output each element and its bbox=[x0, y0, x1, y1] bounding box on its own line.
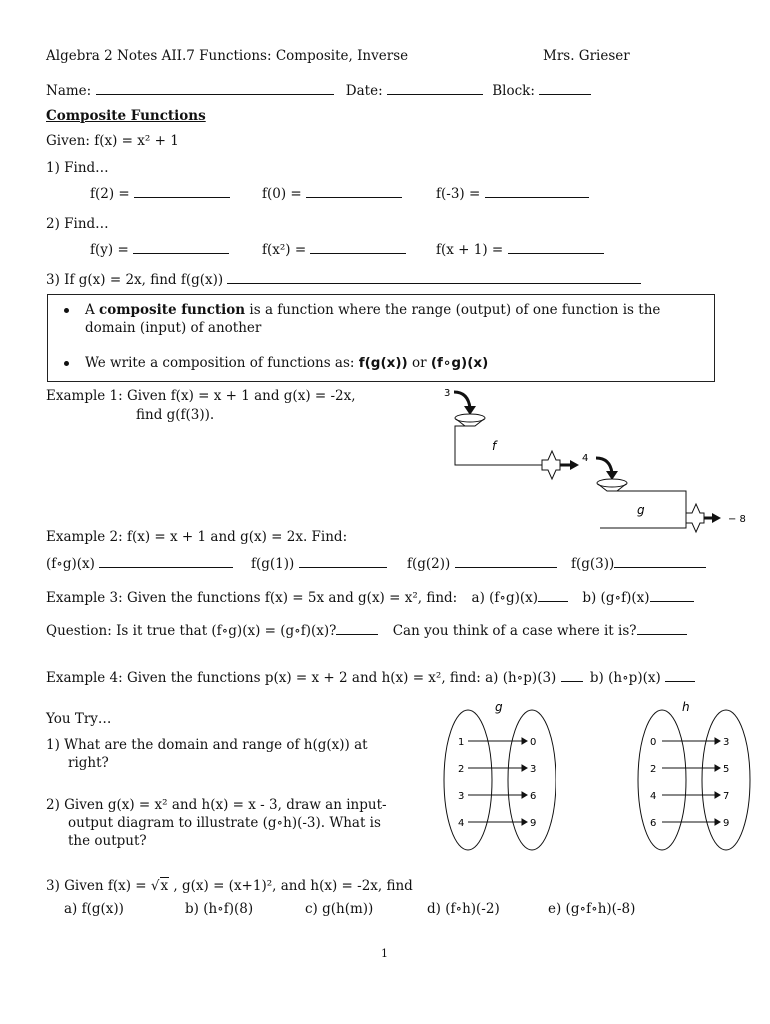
domain-oval bbox=[444, 710, 492, 850]
answer-blank[interactable] bbox=[665, 669, 695, 682]
you-try-1-line-2: right? bbox=[68, 755, 109, 771]
example-3: Example 3: Given the functions f(x) = 5x and g(x) = x², find: a) (f∘g)(x) b) (g∘f)(x) bbox=[46, 589, 694, 606]
page-number: 1 bbox=[381, 947, 388, 960]
range-value: 7 bbox=[723, 791, 730, 802]
definition-line-2: domain (input) of another bbox=[85, 320, 262, 336]
range-value: 9 bbox=[723, 818, 730, 829]
answer-blank[interactable] bbox=[637, 622, 687, 635]
machine-g-label: g bbox=[637, 503, 645, 517]
funnel-icon bbox=[597, 479, 627, 491]
example-2-part-d: f(g(3)) bbox=[571, 555, 706, 572]
date-blank[interactable] bbox=[387, 82, 483, 95]
range-value: 6 bbox=[530, 791, 537, 802]
composite-function-term: composite function bbox=[99, 302, 246, 318]
domain-oval bbox=[638, 710, 686, 850]
curved-arrow-icon bbox=[596, 458, 618, 480]
definition-line-1: A composite function is a function where the range (output) of one function is the bbox=[85, 302, 661, 318]
you-try-2-line-2: output diagram to illustrate (g∘h)(-3). What is bbox=[68, 815, 381, 831]
answer-blank[interactable] bbox=[336, 622, 378, 635]
answer-blank[interactable] bbox=[538, 589, 568, 602]
mapping-g-label: g bbox=[495, 700, 503, 714]
notation-line: We write a composition of functions as: f(g(x)) or (f∘g)(x) bbox=[85, 355, 489, 371]
q1-label: 1) Find… bbox=[46, 160, 109, 176]
domain-value: 2 bbox=[650, 764, 657, 775]
domain-value: 2 bbox=[458, 764, 465, 775]
example-4: Example 4: Given the functions p(x) = x + 2 and h(x) = x², find: a) (h∘p)(3) b) (h∘p)(x) bbox=[46, 669, 695, 686]
machine-f-label: f bbox=[492, 439, 497, 453]
mapping-arrows bbox=[468, 738, 527, 825]
answer-blank[interactable] bbox=[650, 589, 694, 602]
machine-output: − 8 bbox=[728, 514, 746, 525]
domain-value: 0 bbox=[650, 737, 657, 748]
answer-blank[interactable] bbox=[561, 669, 583, 682]
date-label: Date: bbox=[345, 83, 383, 99]
example-2-line: Example 2: f(x) = x + 1 and g(x) = 2x. Find: bbox=[46, 529, 348, 545]
q2-label: 2) Find… bbox=[46, 216, 109, 232]
answer-blank[interactable] bbox=[306, 185, 402, 198]
you-try-2-line-1: 2) Given g(x) = x² and h(x) = x - 3, draw an input- bbox=[46, 797, 387, 813]
example-2-part-b: f(g(1)) bbox=[251, 555, 387, 572]
funnel-icon bbox=[455, 414, 485, 426]
notation-fgx: f(g(x)) bbox=[358, 355, 408, 371]
q2-part-a: f(y) = bbox=[90, 241, 229, 258]
name-blank[interactable] bbox=[96, 82, 334, 95]
function-machine-diagram bbox=[430, 380, 760, 540]
question-commutative: Question: Is it true that (f∘g)(x) = (g∘f)(x)? Can you think of a case where it is? bbox=[46, 622, 687, 639]
q1-part-b: f(0) = bbox=[262, 185, 402, 202]
range-value: 9 bbox=[530, 818, 537, 829]
q1-part-c: f(-3) = bbox=[436, 185, 589, 202]
range-value: 5 bbox=[723, 764, 730, 775]
given-function: Given: f(x) = x² + 1 bbox=[46, 133, 179, 149]
you-try-3-part-e: e) (g∘f∘h)(-8) bbox=[548, 901, 636, 917]
answer-blank[interactable] bbox=[227, 271, 641, 284]
example-1-line-1: Example 1: Given f(x) = x + 1 and g(x) = -2x, bbox=[46, 388, 356, 404]
answer-blank[interactable] bbox=[99, 555, 233, 568]
teacher-name: Mrs. Grieser bbox=[543, 48, 630, 64]
machine-input: 3 bbox=[444, 388, 451, 399]
range-value: 3 bbox=[723, 737, 730, 748]
sqrt-icon: √ bbox=[150, 878, 160, 894]
mapping-h-label: h bbox=[682, 700, 690, 714]
you-try-1-line-1: 1) What are the domain and range of h(g(x)) at bbox=[46, 737, 368, 753]
you-try-2-line-3: the output? bbox=[68, 833, 147, 849]
answer-blank[interactable] bbox=[299, 555, 387, 568]
you-try-3-part-c: c) g(h(m)) bbox=[305, 901, 374, 917]
radicand: x bbox=[160, 878, 169, 894]
you-try-3-part-d: d) (f∘h)(-2) bbox=[427, 901, 500, 917]
range-value: 0 bbox=[530, 737, 537, 748]
q3: 3) If g(x) = 2x, find f(g(x)) bbox=[46, 271, 641, 288]
domain-value: 1 bbox=[458, 737, 465, 748]
answer-blank[interactable] bbox=[134, 185, 230, 198]
machine-mid-value: 4 bbox=[582, 453, 589, 464]
answer-blank[interactable] bbox=[455, 555, 557, 568]
you-try-3-part-a: a) f(g(x)) bbox=[64, 901, 124, 917]
curved-arrow-icon bbox=[454, 392, 476, 415]
q1-part-a: f(2) = bbox=[90, 185, 230, 202]
answer-blank[interactable] bbox=[485, 185, 589, 198]
answer-blank[interactable] bbox=[614, 555, 706, 568]
notation-fog: (f∘g)(x) bbox=[430, 355, 489, 371]
you-try-3: 3) Given f(x) = √x , g(x) = (x+1)², and h(x) = -2x, find bbox=[46, 878, 413, 894]
worksheet-title: Algebra 2 Notes AII.7 Functions: Composite, Inverse bbox=[46, 48, 409, 64]
domain-value: 6 bbox=[650, 818, 657, 829]
domain-value: 3 bbox=[458, 791, 465, 802]
name-label: Name: bbox=[46, 83, 92, 99]
bullet-icon bbox=[64, 308, 69, 313]
mapping-diagram-g bbox=[436, 698, 556, 858]
block-label: Block: bbox=[492, 83, 535, 99]
domain-value: 4 bbox=[458, 818, 465, 829]
you-try-title: You Try… bbox=[46, 711, 112, 727]
student-info-row bbox=[46, 82, 591, 99]
range-oval bbox=[508, 710, 556, 850]
example-2-part-a: (f∘g)(x) bbox=[46, 555, 233, 572]
nozzle-icon bbox=[686, 504, 721, 532]
nozzle-icon bbox=[542, 451, 579, 479]
domain-value: 4 bbox=[650, 791, 657, 802]
range-value: 3 bbox=[530, 764, 537, 775]
mapping-diagram-h bbox=[630, 698, 752, 858]
answer-blank[interactable] bbox=[133, 241, 229, 254]
range-oval bbox=[702, 710, 750, 850]
answer-blank[interactable] bbox=[508, 241, 604, 254]
mapping-arrows bbox=[662, 738, 720, 825]
q2-part-c: f(x + 1) = bbox=[436, 241, 604, 258]
block-blank[interactable] bbox=[539, 82, 591, 95]
you-try-3-part-b: b) (h∘f)(8) bbox=[185, 901, 254, 917]
example-2-part-c: f(g(2)) bbox=[407, 555, 557, 572]
section-title: Composite Functions bbox=[46, 108, 206, 124]
answer-blank[interactable] bbox=[310, 241, 406, 254]
bullet-icon bbox=[64, 361, 69, 366]
q2-part-b: f(x²) = bbox=[262, 241, 406, 258]
example-1-line-2: find g(f(3)). bbox=[136, 407, 215, 423]
